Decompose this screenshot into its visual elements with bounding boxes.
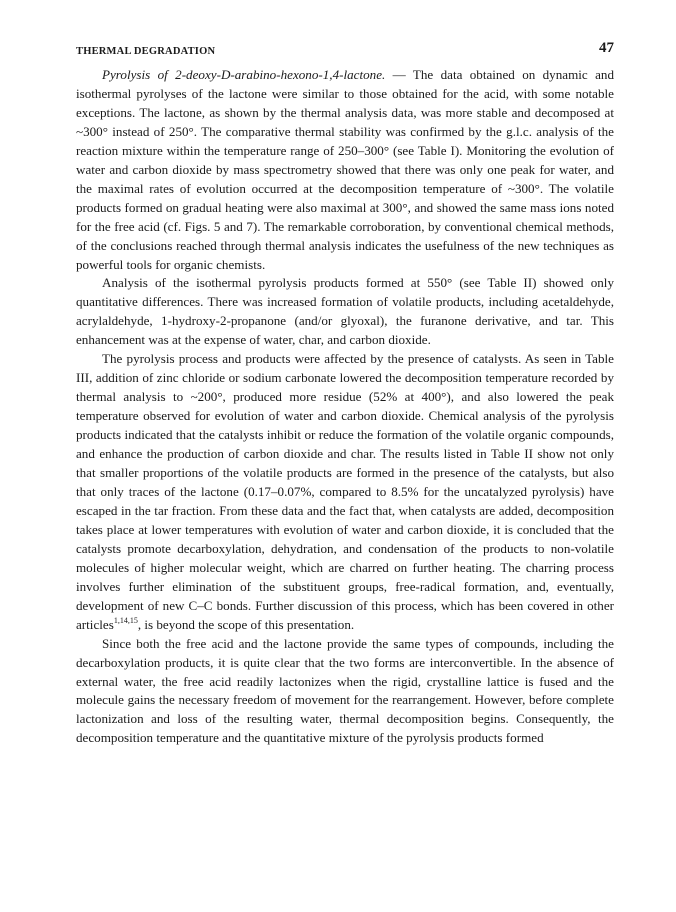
running-title: THERMAL DEGRADATION — [76, 46, 216, 57]
paragraph-isothermal-products: Analysis of the isothermal pyrolysis products formed at 550° (see Table II) showed only quantitative differences. There was increased formation of volatile products, including acetaldehyde, acrylaldehyde, 1-hydroxy-2-propanone (and/or glyoxal), the furanone derivative, and tar. This enhancement was at the expense of water, char, and carbon dioxide. — [76, 275, 614, 348]
reference-superscript: 1,14,15 — [113, 615, 138, 625]
page-number: 47 — [599, 40, 614, 56]
body-text — [76, 66, 614, 748]
paragraph-interconversion: Since both the free acid and the lactone provide the same types of compounds, including the decarboxylation products, it is quite clear that the two forms are interconvertible. In the absence of external water, the free acid readily lactonizes when the rigid, crystalline lattice is fused and the molecule gains the necessary freedom of movement for the rearrangement. However, before complete lactonization and loss of the resulting water, thermal decomposition begins. Consequently, the decomposition temperature and the quantitative mixture of the pyrolysis products formed — [76, 635, 614, 746]
paragraph-intro-title: Pyrolysis of 2-deoxy-D-arabino-hexono-1,4-lactone. — [102, 67, 386, 82]
paragraph-lactone-pyrolysis — [76, 66, 614, 274]
paragraph-lactone-text: — The data obtained on dynamic and isothermal pyrolyses of the lactone were similar to those obtained for the acid, with some notable exceptions. The lactone, as shown by the thermal analysis data, was more stable and decomposed at ~300° instead of 250°. The comparative thermal stability was confirmed by the g.l.c. analysis of the reaction mixture within the temperature range of 250–300° (see Table I). Monitoring the evolution of water and carbon dioxide by mass spectrometry showed that there was only one peak for water, and the maximal rates of evolution occurred at the decomposition temperature of ~300°. The volatile products formed on gradual heating were also maximal at 300°, and showed the same mass ions noted for the free acid (cf. Figs. 5 and 7). The remarkable corroboration, by conventional chemical methods, of the conclusions reached through thermal analysis indicates the usefulness of the new techniques as powerful tools for organic chemists. — [76, 67, 614, 272]
paragraph-catalysts — [76, 350, 614, 634]
paragraph-catalysts-tail: , is beyond the scope of this presentation. — [137, 616, 355, 632]
running-header — [76, 40, 614, 66]
paragraph-catalysts-text: The pyrolysis process and products were affected by the presence of catalysts. As seen in Table III, addition of zinc chloride or sodium carbonate lowered the decomposition temperature recorded by thermal analysis to ~200°, produced more residue (52% at 400°), and also lowered the peak temperature observed for evolution of water and carbon dioxide. Chemical analysis of the pyrolysis products indicated that the catalysts inhibit or reduce the formation of the volatile organic compounds, and enhance the production of carbon dioxide and char. The results listed in Table II show not only that smaller proportions of the volatile products are formed in the presence of the catalysts, but also that only traces of the lactone (0.17–0.07%, compared to 8.5% for the uncatalyzed pyrolysis) have escaped in the tar fraction. From these data and the fact that, when catalysts are added, decomposition takes place at lower temperatures with evolution of water and carbon dioxide, it is concluded that the catalysts promote decarboxylation, dehydration, and condensation of the products to non-volatile molecules of higher molecular weight, which are charred on further heating. The charring process involves further elimination of the substituent groups, free-radical formation, and, eventually, development of new C–C bonds. Further discussion of this process, which has been covered in other articles — [76, 351, 614, 632]
